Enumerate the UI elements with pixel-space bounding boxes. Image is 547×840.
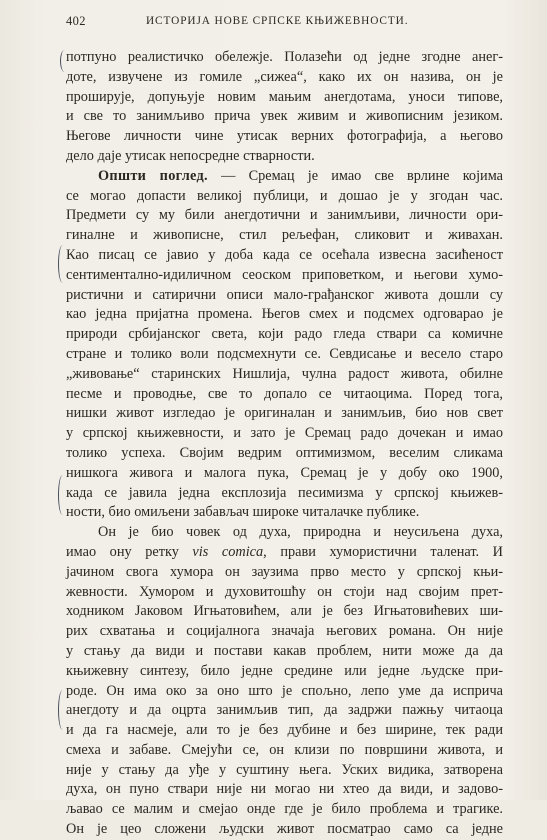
text-line — [66, 503, 503, 523]
line-text: ходником Јаковом Игњатовићем, али је без Игњатовићевих ши- — [66, 603, 503, 620]
text-line — [66, 266, 503, 286]
line-text: гиналне и живописне, стил рељефан, сликовит и живахан. — [66, 227, 503, 244]
line-text: рих схватања и социјалнога значаја његових романа. Он није — [66, 623, 503, 640]
line-text: ристични и сатирични описи мало-грађанског живота дошли су — [66, 286, 503, 303]
text-line — [66, 286, 503, 306]
text-line — [66, 68, 503, 88]
text-line — [66, 662, 503, 682]
line-text: Он је био човек од духа, природна и неусиљена духа, — [98, 524, 503, 541]
line-text: толико успеха. Својим ведрим оптимизмом, веселим сликама — [66, 444, 503, 461]
line-text: Његове личности чине утисак верних фотографија, а његово — [66, 128, 503, 145]
text-line — [66, 424, 503, 444]
line-text: књижевну синтезу, било једне средине или једне људске при- — [66, 662, 503, 679]
text-line — [66, 583, 503, 603]
line-text: , прави хумористични таленат. И — [263, 543, 503, 560]
text-line — [66, 543, 503, 563]
text-line — [66, 622, 503, 642]
line-text: „живовање“ старинских Нишлија, чулна радост живота, обилне — [66, 365, 503, 382]
line-text: није у стању да уђе у суштину њега. Уских видика, затворена — [66, 761, 503, 778]
line-text: сентиментално-идиличном сеоском приповетком, и његови хумо- — [66, 266, 503, 283]
text-line — [66, 761, 503, 781]
line-text: жевности. Хумором и духовитошћу он стоји над својим прет- — [66, 583, 503, 600]
line-text: анегдоту и да оцрта занимљив тип, да задржи пажњу читаоца — [66, 702, 503, 719]
text-line — [66, 206, 503, 226]
margin-mark-2 — [58, 245, 67, 283]
line-text: Он је цео сложени људски живот посматрао само са једне — [66, 821, 503, 838]
line-text: роде. Он има око за оно што је спољно, лепо уме да исприча — [66, 682, 503, 699]
text-line — [66, 404, 503, 424]
line-text: духа, он пуно ствари није ни могао ни хтео да види, и задово- — [66, 781, 503, 798]
text-line — [66, 385, 503, 405]
text-line — [66, 642, 503, 662]
text-line — [66, 741, 503, 761]
text-line — [66, 88, 503, 108]
body-text — [66, 48, 503, 840]
text-line — [66, 800, 503, 820]
line-text: смеха и забаве. Смејући се, он клизи по површини живота, и — [66, 741, 503, 758]
line-text: и све то занимљиво прича увек живим и живописним језиком. — [66, 108, 503, 125]
text-line — [66, 563, 503, 583]
text-line — [66, 820, 503, 840]
line-text: када се јавила једна експлозија песимизма у српској књижев- — [66, 484, 503, 501]
text-line — [66, 107, 503, 127]
line-text: у српској књижевности, и зато је Сремац радо дочекан и имао — [66, 425, 503, 442]
line-text: потпуно реалистичко обележје. Полазећи од једне згодне анег- — [66, 49, 503, 65]
margin-mark-4 — [58, 690, 67, 730]
text-line — [66, 780, 503, 800]
line-text: нишки живот изгледао је оригиналан и занимљив, био нов свет — [66, 405, 503, 422]
margin-mark-1 — [60, 50, 69, 72]
text-line — [66, 127, 503, 147]
line-text: песме и проводње, све то допало се читаоцима. Поред тога, — [66, 385, 503, 402]
text-line — [66, 602, 503, 622]
text-line — [66, 187, 503, 207]
text-line — [66, 167, 503, 187]
page-number: 402 — [66, 14, 86, 28]
line-text: дело даје утисак непосредне стварности. — [66, 147, 315, 164]
emphasis-text: vis comica — [192, 543, 264, 560]
text-line — [66, 444, 503, 464]
text-line — [66, 523, 503, 543]
margin-mark-3 — [58, 475, 67, 515]
text-line — [66, 147, 503, 167]
text-line — [66, 721, 503, 741]
page-header — [66, 14, 506, 32]
running-title: ИСТОРИЈА НОВЕ СРПСКЕ КЊИЖЕВНОСТИ. — [146, 15, 409, 27]
text-line — [66, 246, 503, 266]
text-line — [66, 48, 503, 68]
text-line — [66, 365, 503, 385]
line-text: јачином свога хумора он заузима прво место у српској књи- — [66, 563, 503, 580]
text-line — [66, 464, 503, 484]
line-text: као једна пријатна промена. Његов смех и подсмех одговарао је — [66, 306, 503, 323]
text-line — [66, 701, 503, 721]
line-text: стране и толико воли подсмехнути се. Севдисање и весело старо — [66, 345, 503, 362]
line-text: проширује, допуњује новим мањим анегдотама, уноси типове, — [66, 88, 503, 105]
line-text: имао ону ретку — [66, 543, 193, 560]
line-text: Као писац се јавио у доба када се осећала извесна засићеност — [66, 246, 503, 263]
section-heading: Општи поглед. — [98, 167, 208, 184]
text-line — [66, 682, 503, 702]
text-line — [66, 226, 503, 246]
text-line — [66, 305, 503, 325]
text-line — [66, 484, 503, 504]
line-text: — Сремац је имао све врлине којима — [207, 167, 503, 184]
line-text: се могао допасти великој публици, и дошао је у згодан час. — [66, 187, 503, 204]
line-text: љавао се малим и смејао онде где је било проблема и трагике. — [66, 801, 503, 818]
line-text: ности, био омиљени забављач широке читалачке публике. — [66, 504, 420, 521]
text-line — [66, 345, 503, 365]
line-text: и да га насмеје, али то је без дубине и без ширине, тек ради — [66, 722, 503, 739]
line-text: природи србијанског света, који радо гледа ствари са комичне — [66, 326, 503, 343]
line-text: нишкога живога и малога пука, Сремац је у добу око 1900, — [66, 464, 503, 481]
line-text: доте, извучене из гомиле „сижеа“, како их он назива, он је — [66, 68, 503, 85]
line-text: у стању да види и постави какав проблем, нити може да да — [66, 642, 503, 659]
text-line — [66, 325, 503, 345]
line-text: Предмети су му били анегдотични и занимљиви, личности ори- — [66, 207, 503, 224]
